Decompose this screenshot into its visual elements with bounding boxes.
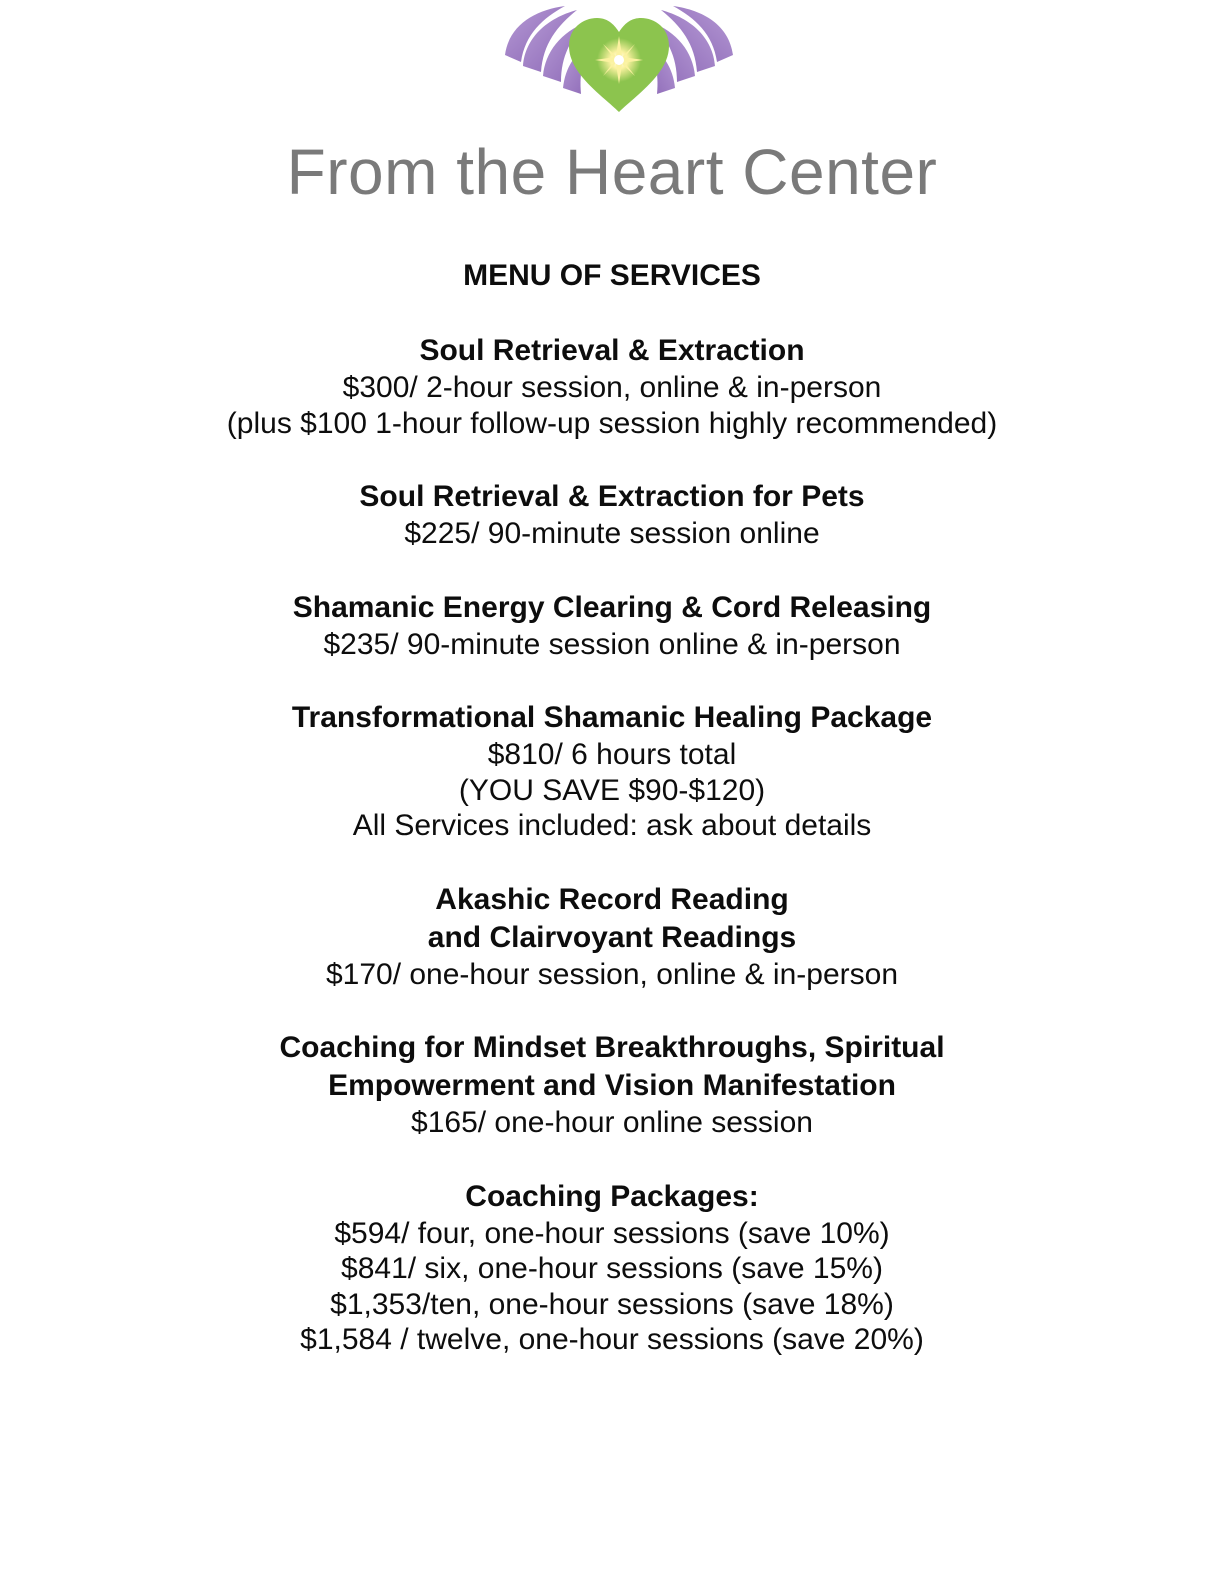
service-healing-package <box>0 699 1224 844</box>
service-price: $810/ 6 hours total <box>487 738 737 771</box>
service-price: $235/ 90-minute session online & in-person <box>323 627 901 661</box>
service-title: Transformational Shamanic Healing Package <box>291 701 933 734</box>
package-line: $841/ six, one-hour sessions (save 15%) <box>341 1252 883 1285</box>
service-coaching <box>0 1029 1224 1141</box>
package-line: $1,584 / twelve, one-hour sessions (save 20%) <box>300 1323 924 1356</box>
coaching-packages-title: Coaching Packages: <box>465 1179 759 1213</box>
menu-of-services <box>0 256 1224 1395</box>
service-title: Empowerment and Vision Manifestation <box>328 1069 896 1102</box>
service-title: Coaching for Mindset Breakthroughs, Spiritual <box>279 1031 945 1064</box>
package-line: $594/ four, one-hour sessions (save 10%) <box>334 1216 890 1250</box>
service-title: Akashic Record Reading <box>435 882 789 916</box>
service-title: and Clairvoyant Readings <box>427 920 797 954</box>
service-savings: (YOU SAVE $90-$120) <box>458 773 766 807</box>
service-title: Shamanic Energy Clearing & Cord Releasing <box>292 590 932 624</box>
package-line: $1,353/ten, one-hour sessions (save 18%) <box>330 1287 894 1321</box>
service-energy-clearing <box>0 589 1224 663</box>
brand-name: From the Heart Center <box>286 136 938 208</box>
service-price: $300/ 2-hour session, online & in-person <box>342 371 882 404</box>
service-akashic-reading <box>0 881 1224 993</box>
heart-wings-logo-icon <box>495 0 743 115</box>
service-title: Soul Retrieval & Extraction for Pets <box>359 480 865 513</box>
menu-title: MENU OF SERVICES <box>463 259 761 292</box>
service-soul-retrieval-pets <box>0 478 1224 552</box>
coaching-packages <box>0 1178 1224 1358</box>
service-price: $170/ one-hour session, online & in-person <box>325 957 899 991</box>
service-note: All Services included: ask about details <box>352 809 872 842</box>
service-title: Soul Retrieval & Extraction <box>419 334 805 367</box>
service-price: $225/ 90-minute session online <box>404 517 820 550</box>
service-soul-retrieval <box>0 332 1224 441</box>
service-price: $165/ one-hour online session <box>411 1106 813 1139</box>
service-note: (plus $100 1-hour follow-up session highly recommended) <box>226 406 998 440</box>
